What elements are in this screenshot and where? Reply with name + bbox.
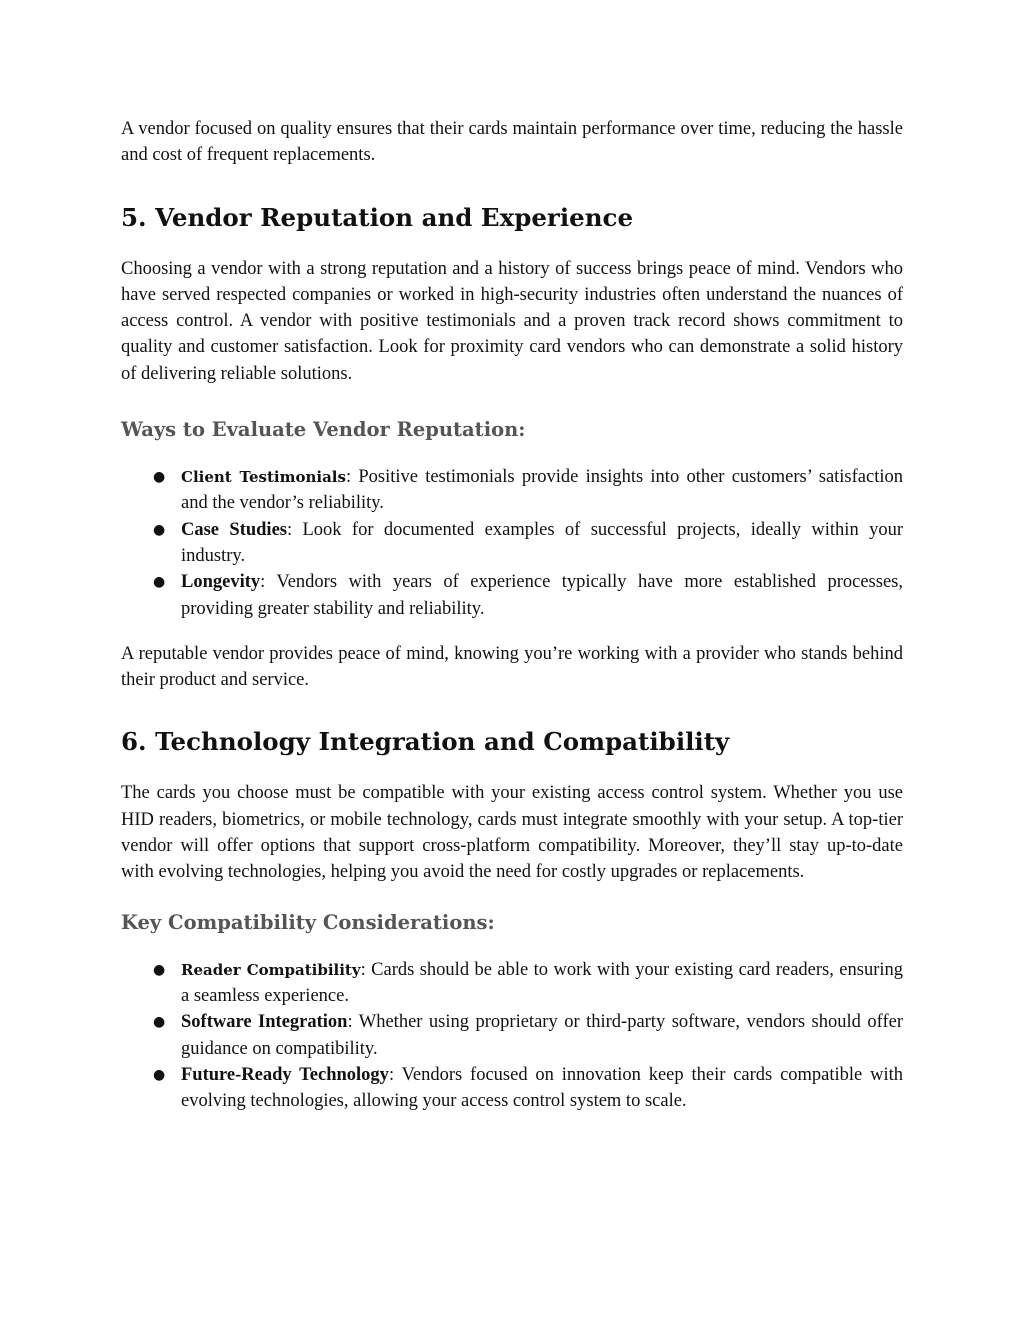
bullet-icon: ● [153,574,166,591]
bullet-icon: ● [153,961,166,978]
section-6-heading: 6. Technology Integration and Compatibility [121,727,730,757]
list-item-text: : Vendors with years of experience typically have more established processes, providing greater stability and reliability. [181,572,903,619]
bullet-icon: ● [153,1014,166,1031]
list-item-text: : Positive testimonials provide insights into other customers’ satisfaction and the vendor’s reliability. [181,467,903,514]
list-item [153,1009,903,1062]
list-item-term: Case Studies [181,519,287,540]
bullet-icon: ● [153,1066,166,1083]
section-6-paragraph: The cards you choose must be compatible with your existing access control system. Whether you use HID readers, biometrics, or mobile technology, cards must integrate smoothly with your setup. A top-tier vendor will offer options that support cross-platform compatibility. Moreover, they’ll stay up-to-date with evolving technologies, helping you avoid the need for costly upgrades or replacements. [121,783,903,883]
list-item [153,957,904,1010]
list-item [153,569,903,622]
list-item-text: : Look for documented examples of successful projects, ideally within your industry. [181,519,903,566]
list-item-text: : Whether using proprietary or third-party software, vendors should offer guidance on compatibility. [181,1012,903,1059]
bullet-icon: ● [153,521,166,538]
list-item-term: Future-Ready Technology [181,1064,389,1085]
section-5-heading: 5. Vendor Reputation and Experience [121,202,634,232]
list-item-text: : Vendors focused on innovation keep their cards compatible with evolving technologies, allowing your access control system to scale. [181,1064,903,1112]
section-6-subheading: Key Compatibility Considerations: [121,910,495,934]
list-item-term: Software Integration [181,1012,348,1033]
list-item [153,464,903,517]
intro-paragraph: A vendor focused on quality ensures that their cards maintain performance over time, reducing the hassle and cost of frequent replacements. [121,119,903,166]
list-item [153,517,903,570]
section-5-paragraph: Choosing a vendor with a strong reputation and a history of success brings peace of mind. Vendors who have served respected companies or worked in high-security industries often understand the nuances of access control. A vendor with positive testimonials and a proven track record shows commitment to quality and customer satisfaction. Look for proximity card vendors who can demonstrate a solid history of delivering reliable solutions. [121,258,903,384]
compatibility-list [121,957,903,1115]
section-5-subheading: Ways to Evaluate Vendor Reputation: [121,418,526,442]
reputation-list [121,464,903,622]
document-page [121,116,903,1114]
list-item-term: Longevity [181,572,261,593]
list-item-term: Reader Compatibility [181,960,361,979]
list-item [153,1062,903,1115]
bullet-icon: ● [153,469,166,486]
list-item-text: : Cards should be able to work with your existing card readers, ensuring a seamless experience. [181,959,904,1006]
list-item-term: Client Testimonials [181,468,346,487]
section-5-closing: A reputable vendor provides peace of mind, knowing you’re working with a provider who stands behind their product and service. [121,643,903,691]
